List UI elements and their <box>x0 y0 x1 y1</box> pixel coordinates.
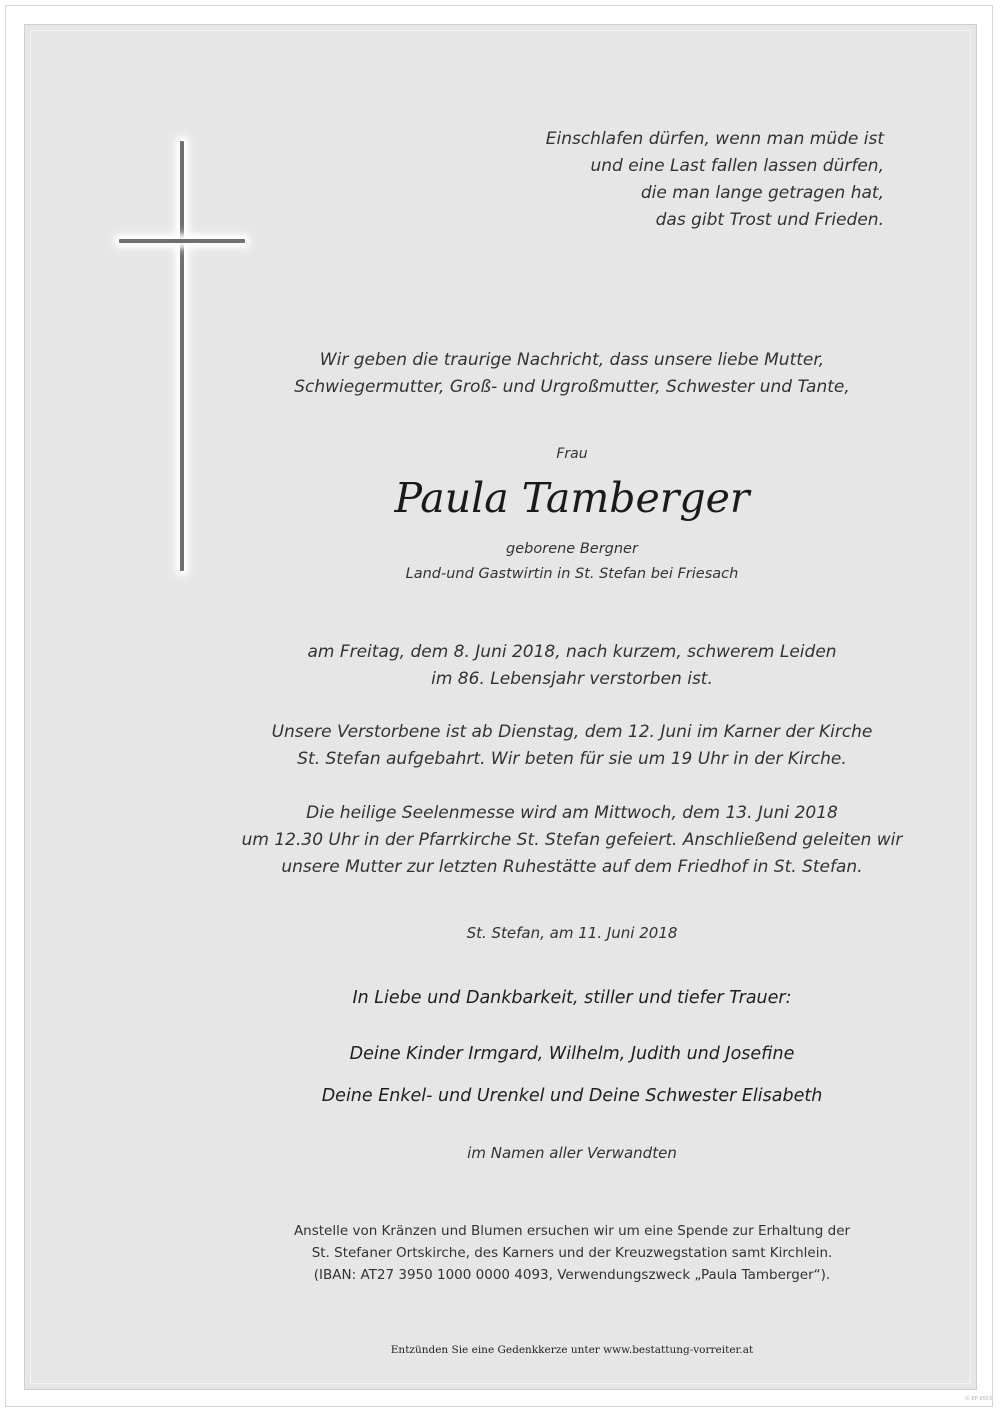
laid-out-line: Unsere Verstorbene ist ab Dienstag, dem 12. Juni im Karner der Kirche <box>271 722 873 742</box>
verse-line: und eine Last fallen lassen dürfen, <box>590 156 884 176</box>
copyright-mark: © EP 9503 <box>964 1396 992 1402</box>
cross-icon-horizontal <box>119 239 245 243</box>
mass-notice <box>172 800 972 881</box>
verse-line: Einschlafen dürfen, wenn man müde ist <box>545 129 884 149</box>
intro-line: Wir geben die traurige Nachricht, dass unsere liebe Mutter, <box>319 350 825 370</box>
mass-line: unsere Mutter zur letzten Ruhestätte auf dem Friedhof in St. Stefan. <box>281 857 863 877</box>
intro-line: Schwiegermutter, Groß- und Urgroßmutter, Schwester und Tante, <box>294 377 850 397</box>
laid-out-line: St. Stefan aufgebahrt. Wir beten für sie um 19 Uhr in der Kirche. <box>297 749 847 769</box>
mass-line: Die heilige Seelenmesse wird am Mittwoch, dem 13. Juni 2018 <box>306 803 838 823</box>
death-line: im 86. Lebensjahr verstorben ist. <box>431 669 713 689</box>
deceased-name: Paula Tamberger <box>394 474 750 522</box>
donation-request <box>172 1220 972 1286</box>
memorial-candle-link[interactable]: Entzünden Sie eine Gedenkkerze unter www.bestattung-vorreiter.at <box>390 1344 754 1356</box>
birth-name: geborene Bergner <box>506 541 638 557</box>
deceased-details <box>172 537 972 587</box>
donation-line: (IBAN: AT27 3950 1000 0000 4093, Verwendungszweck „Paula Tamberger“). <box>313 1267 831 1283</box>
mourning-line: In Liebe und Dankbarkeit, stiller und tiefer Trauer: <box>352 988 792 1008</box>
place-date: St. Stefan, am 11. Juni 2018 <box>466 924 678 942</box>
intro-text <box>172 347 972 401</box>
mourners-children: Deine Kinder Irmgard, Wilhelm, Judith und Josefine <box>349 1044 795 1064</box>
death-notice <box>172 639 972 693</box>
mass-line: um 12.30 Uhr in der Pfarrkirche St. Stefan gefeiert. Anschließend geleiten wir <box>241 830 903 850</box>
salutation: Frau <box>556 446 588 462</box>
laid-out-notice <box>172 719 972 773</box>
verse-line: die man lange getragen hat, <box>640 183 884 203</box>
death-line: am Freitag, dem 8. Juni 2018, nach kurzem, schwerem Leiden <box>307 642 837 662</box>
donation-line: St. Stefaner Ortskirche, des Karners und der Kreuzwegstation samt Kirchlein. <box>311 1245 833 1261</box>
verse-line: das gibt Trost und Frieden. <box>655 210 884 230</box>
mourners-grandchildren: Deine Enkel- und Urenkel und Deine Schwester Elisabeth <box>321 1086 823 1106</box>
donation-line: Anstelle von Kränzen und Blumen ersuchen wir um eine Spende zur Erhaltung der <box>293 1223 851 1239</box>
verse <box>364 126 884 234</box>
on-behalf: im Namen aller Verwandten <box>467 1144 677 1162</box>
occupation: Land-und Gastwirtin in St. Stefan bei Friesach <box>405 566 739 582</box>
